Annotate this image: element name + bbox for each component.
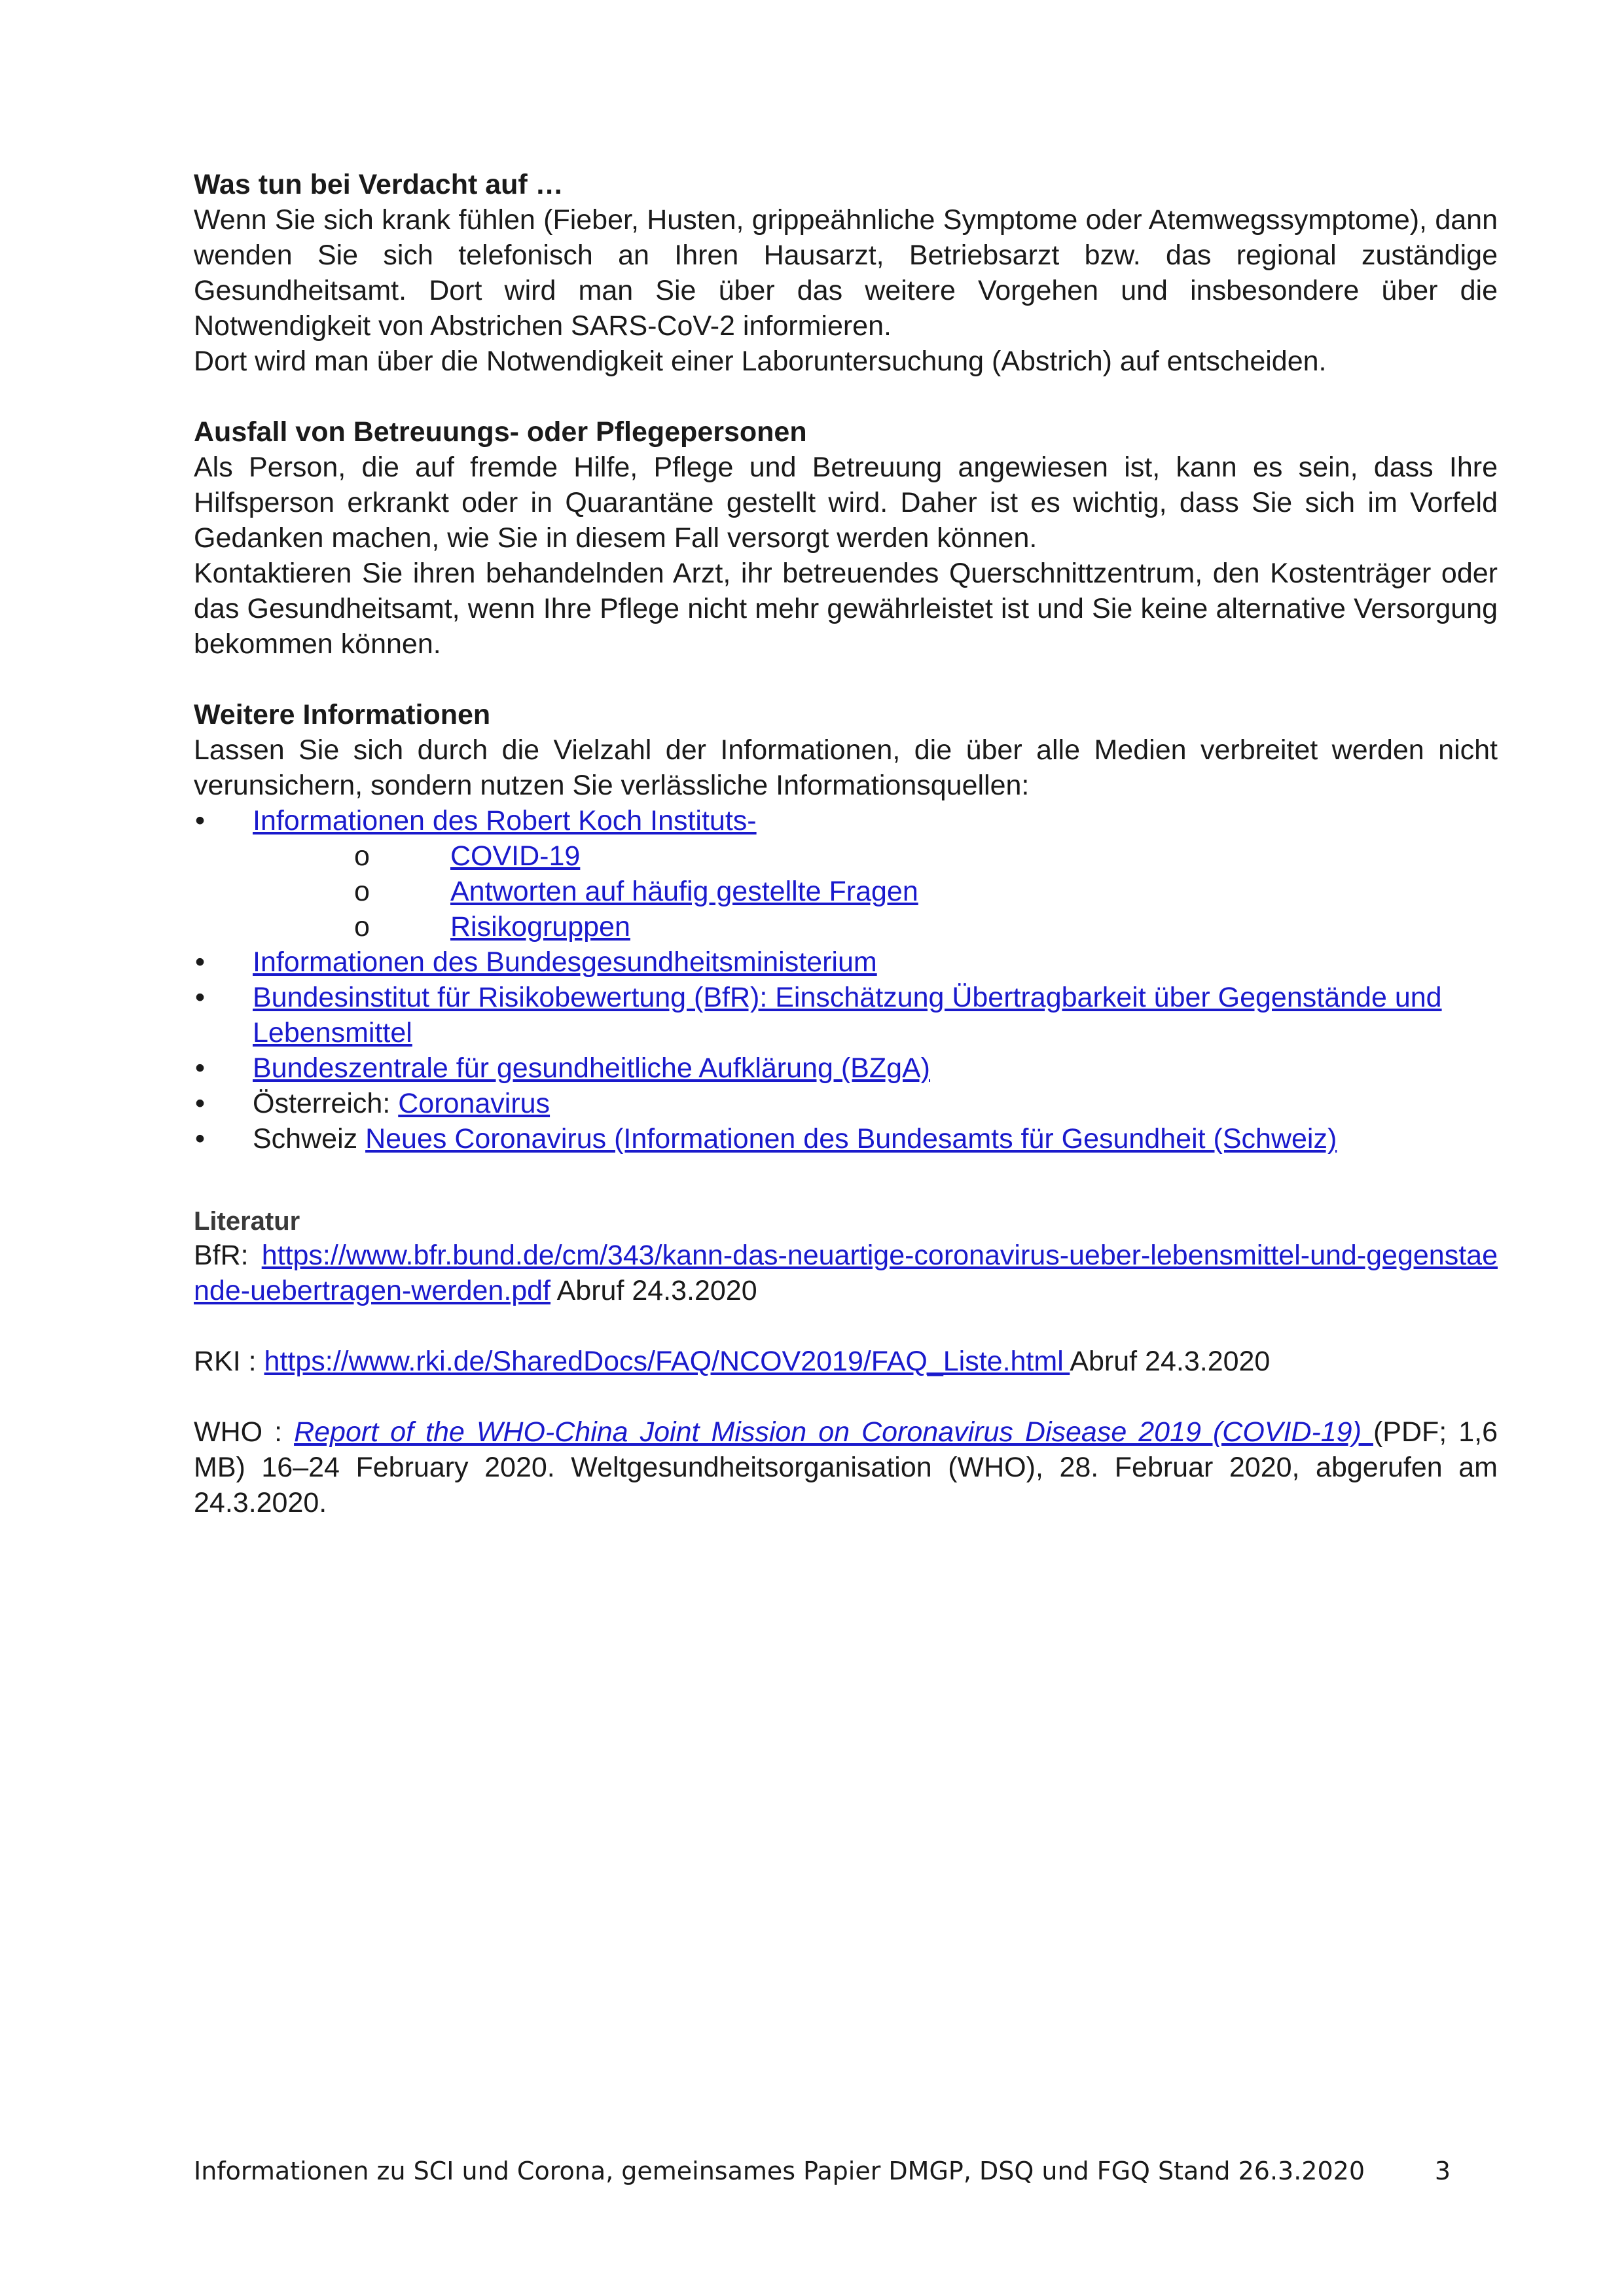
rki-risk-groups-link[interactable]: Risikogruppen xyxy=(450,911,630,942)
rki-covid-link[interactable]: COVID-19 xyxy=(450,840,581,872)
bfr-reference-link[interactable]: https://www.bfr.bund.de/cm/343/kann-das-neuartige-coronavirus-ueber-lebensmittel-und-gegenstaende-uebertragen-werden.pdf xyxy=(194,1240,1498,1306)
who-reference-link[interactable]: Report of the WHO-China Joint Mission on Coronavirus Disease 2019 (COVID-19) xyxy=(294,1416,1373,1448)
section-heading: Ausfall von Betreuungs- oder Pflegepersonen xyxy=(194,416,807,448)
section-heading: Weitere Informationen xyxy=(194,699,491,730)
austria-coronavirus-link[interactable]: Coronavirus xyxy=(398,1088,550,1119)
page-number: 3 xyxy=(1434,2157,1451,2185)
bfr-link[interactable]: Bundesinstitut für Risikobewertung (BfR): Einschätzung Übertragbarkeit über Gegenstände und Lebensmittel xyxy=(253,982,1442,1049)
bmg-link[interactable]: Informationen des Bundesgesundheitsministerium xyxy=(253,946,877,978)
section-heading: Was tun bei Verdacht auf … xyxy=(194,169,564,200)
rki-reference-link[interactable]: https://www.rki.de/SharedDocs/FAQ/NCOV2019/FAQ_Liste.html xyxy=(264,1346,1070,1377)
reference-who: WHO : Report of the WHO-China Joint Mission on Coronavirus Disease 2019 (COVID-19) (PDF; 1,6 MB) 16–24 February 2020. Weltgesundheitsorganisation (WHO), 28. Februar 2020, abgerufen am 24.3.2020. xyxy=(194,1416,1498,1518)
switzerland-label: Schweiz xyxy=(253,1123,366,1155)
page-footer xyxy=(194,2155,1451,2187)
list-item xyxy=(194,944,1498,980)
list-item xyxy=(253,909,1498,944)
paragraph: Lassen Sie sich durch die Vielzahl der Informationen, die über alle Medien verbreitet werden nicht verunsichern, sondern nutzen Sie verlässliche Informationsquellen: xyxy=(194,734,1498,801)
list-item xyxy=(194,1050,1498,1086)
list-item xyxy=(194,1121,1498,1157)
list-item xyxy=(194,803,1498,944)
paragraph: Wenn Sie sich krank fühlen (Fieber, Husten, grippeähnliche Symptome oder Atemwegssymptome), dann wenden Sie sich telefonisch an Ihren Hausarzt, Betriebsarzt bzw. das regional zuständige Gesundheitsamt. Dort wird man Sie über das weitere Vorgehen und insbesondere über die Notwendigkeit von Abstrichen SARS-CoV-2 informieren. xyxy=(194,204,1498,342)
rki-link[interactable]: Informationen des Robert Koch Instituts- xyxy=(253,805,757,836)
reference-bfr: BfR: https://www.bfr.bund.de/cm/343/kann-das-neuartige-coronavirus-ueber-lebensmittel-und-gegenstaende-uebertragen-werden.pdf Abruf 24.3.2020 xyxy=(194,1240,1498,1306)
paragraph: Kontaktieren Sie ihren behandelnden Arzt, ihr betreuendes Querschnittzentrum, den Kostenträger oder das Gesundheitsamt, wenn Ihre Pflege nicht mehr gewährleistet ist und Sie keine alternative Versorgung bekommen können. xyxy=(194,558,1498,660)
literature-heading: Literatur xyxy=(194,1207,300,1236)
page-content xyxy=(194,167,1498,1520)
reference-rki: RKI : https://www.rki.de/SharedDocs/FAQ/NCOV2019/FAQ_Liste.html Abruf 24.3.2020 xyxy=(194,1346,1271,1377)
section-caregiver-loss xyxy=(194,414,1498,662)
list-item xyxy=(194,980,1498,1050)
rki-faq-link[interactable]: Antworten auf häufig gestellte Fragen xyxy=(450,876,918,907)
paragraph: Als Person, die auf fremde Hilfe, Pflege und Betreuung angewiesen ist, kann es sein, dass Ihre Hilfsperson erkrankt oder in Quarantäne gestellt wird. Daher ist es wichtig, dass Sie sich im Vorfeld Gedanken machen, wie Sie in diesem Fall versorgt werden können. xyxy=(194,452,1498,554)
section-literature xyxy=(194,1205,1498,1520)
list-item xyxy=(253,838,1498,874)
austria-label: Österreich: xyxy=(253,1088,399,1119)
section-further-info xyxy=(194,697,1498,1157)
list-item xyxy=(253,874,1498,909)
switzerland-coronavirus-link[interactable]: Neues Coronavirus (Informationen des Bundesamts für Gesundheit (Schweiz) xyxy=(365,1123,1337,1155)
footer-text: Informationen zu SCI und Corona, gemeinsames Papier DMGP, DSQ und FGQ Stand 26.3.2020 xyxy=(194,2157,1365,2185)
paragraph: Dort wird man über die Notwendigkeit einer Laboruntersuchung (Abstrich) auf entscheiden. xyxy=(194,346,1327,377)
info-source-list xyxy=(194,803,1498,1157)
rki-sublist xyxy=(253,838,1498,944)
section-suspicion xyxy=(194,167,1498,379)
bzga-link[interactable]: Bundeszentrale für gesundheitliche Aufklärung (BZgA) xyxy=(253,1052,931,1084)
list-item xyxy=(194,1086,1498,1121)
